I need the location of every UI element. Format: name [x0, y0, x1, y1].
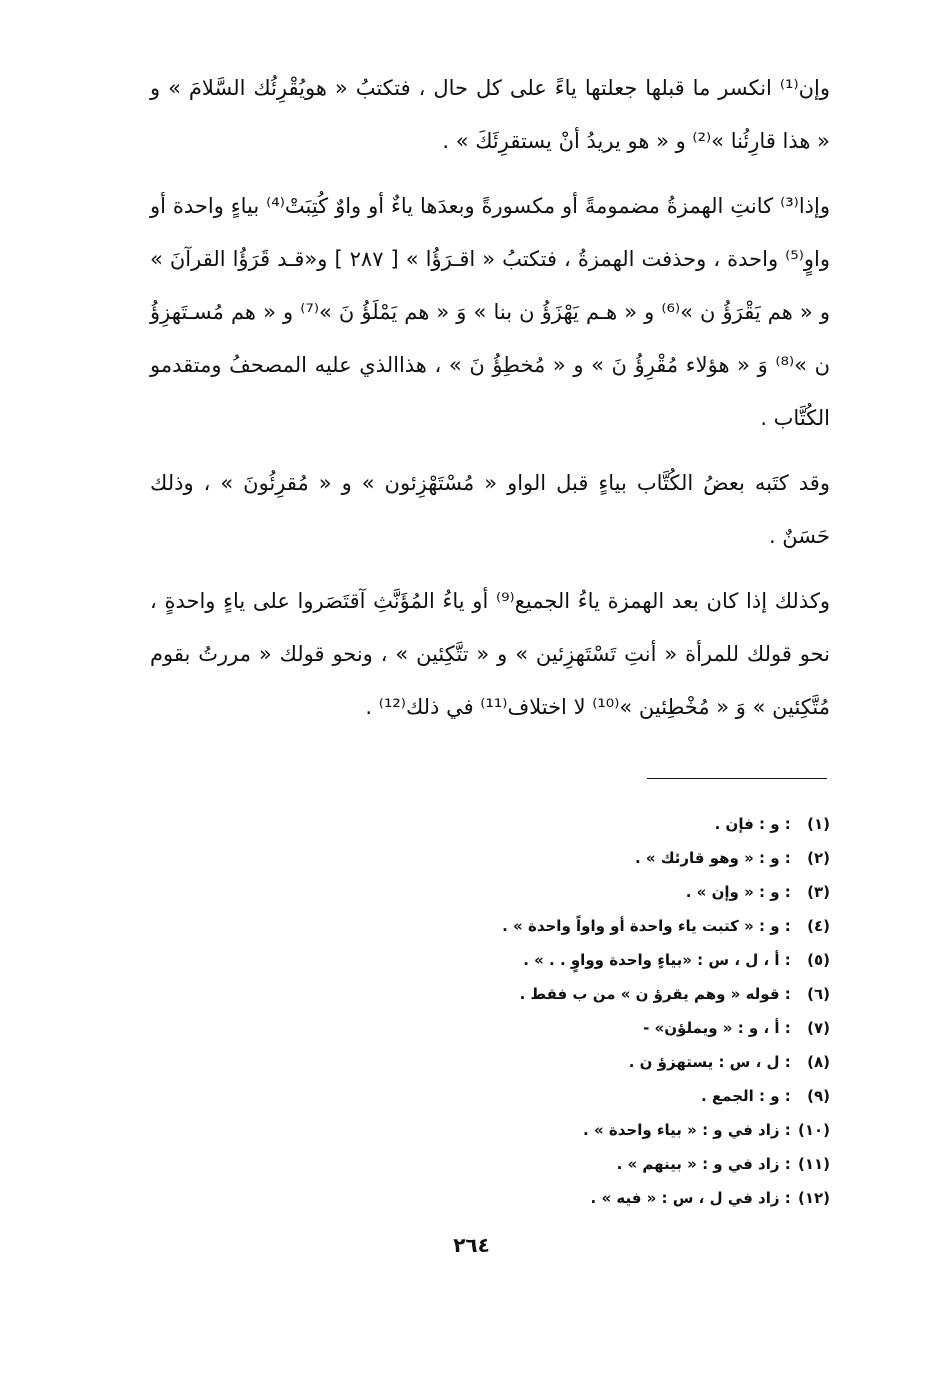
footnote-text: : زاد في و : « بياء واحدة » .: [583, 1121, 791, 1139]
footnote-number: (١٢): [797, 1189, 830, 1207]
main-text: [150, 62, 830, 734]
footnote-text: : زاد في و : « بينهم » .: [616, 1155, 791, 1173]
footnote: [300, 943, 830, 977]
paragraph-2: وإذا⁽³⁾ كانتِ الهمزةُ مضمومةً أو مكسورةً وبعدَها ياءٌ أو واوٌ كُتِبَتْ⁽⁴⁾ بياءٍ واحدة أو واوٍ⁽⁵⁾ واحدة ، وحذفت الهمزةُ ، فتكتبُ « اقـرَؤُا » [ ٢٨٧ ] و«قـد قَرَؤُا القرآنَ » و « هم يَقْرَؤُ ن »⁽⁶⁾ و « هـم يَهْزَؤُ ن بنا » وَ « هم يَمْلَؤُ نَ »⁽⁷⁾ و « هم مُسـتَهزِؤُ ن »⁽⁸⁾ وَ « هؤلاء مُقْرِؤُ نَ » و « مُخطِؤُ نَ » ، هذاالذي عليه المصحفُ ومتقدمو الكُتَّاب .: [150, 194, 831, 430]
footnote-text: : أ ، و : « ويملؤن» -: [643, 1019, 791, 1037]
footnote-divider: [647, 778, 827, 779]
footnote: [300, 1011, 830, 1045]
footnote-number: (٩): [807, 1087, 830, 1105]
footnotes-list: [300, 807, 830, 1215]
footnote-number: (١١): [797, 1155, 830, 1173]
footnote-number: (١٠): [797, 1121, 830, 1139]
footnote: [300, 909, 830, 943]
footnote-text: : و : « وإن » .: [685, 883, 791, 901]
footnote: [300, 977, 830, 1011]
paragraph-4: وكذلك إذا كان بعد الهمزة ياءُ الجميع⁽⁹⁾ أو ياءُ المُؤَنَّثِ آقتَصَروا على ياءٍ واحدةٍ ، نحو قولك للمرأة « أنتِ تَسْتَهزِئين » و « تتَّكِئين » ، ونحو قولك « مررتُ بقوم مُتَّكِئين » وَ « مُخْطِئين »⁽¹⁰⁾ لا اختلاف⁽¹¹⁾ في ذلك⁽¹²⁾ .: [150, 589, 830, 719]
footnote-text: : زاد في ل ، س : « فيه » .: [590, 1189, 791, 1207]
footnote-text: : أ ، ل ، س : «بياءٍ واحدة وواوٍ . . » .: [523, 951, 791, 969]
footnote-number: (٢): [807, 849, 830, 867]
footnote: [300, 1147, 830, 1181]
footnote: [300, 1181, 830, 1215]
footnote-number: (٤): [807, 917, 830, 935]
footnote-number: (٦): [807, 985, 830, 1003]
footnote: [300, 1045, 830, 1079]
footnote-text: : قوله « وهم يقرؤ ن » من ب فقط .: [519, 985, 791, 1003]
footnote: [300, 807, 830, 841]
footnote-number: (٥): [807, 951, 830, 969]
footnote-text: : و : « وهو قارئك » .: [634, 849, 791, 867]
footnote-text: : و : الجمع .: [700, 1087, 791, 1105]
footnote-text: : ل ، س : يستهزؤ ن .: [628, 1053, 791, 1071]
footnote: [300, 841, 830, 875]
footnote-number: (٧): [807, 1019, 830, 1037]
paragraph-1: وإن⁽¹⁾ انكسر ما قبلها جعلتها ياءً على كل حال ، فتكتبُ « هويُقْرِئُك السَّلامَ » و « هذا قارِئُنا »⁽²⁾ و « هو يريدُ أنْ يستقرِئَكَ » .: [150, 76, 830, 153]
footnote-text: : و : فإن .: [714, 815, 791, 833]
paragraph-3: وقد كتَبه بعضُ الكُتَّاب بياءٍ قبل الواو « مُسْتَهْزِئون » و « مُقرِئُونَ » ، وذلك حَسَنٌ .: [150, 471, 830, 548]
footnote-text: : و : « كتبت ياء واحدة أو واواً واحدة » .: [502, 917, 791, 935]
footnote: [300, 875, 830, 909]
footnote: [300, 1113, 830, 1147]
footnote-number: (٣): [807, 883, 830, 901]
footnote-number: (٨): [807, 1053, 830, 1071]
footnote: [300, 1079, 830, 1113]
footnote-number: (١): [807, 815, 830, 833]
page-number: ٢٦٤: [453, 1233, 490, 1257]
